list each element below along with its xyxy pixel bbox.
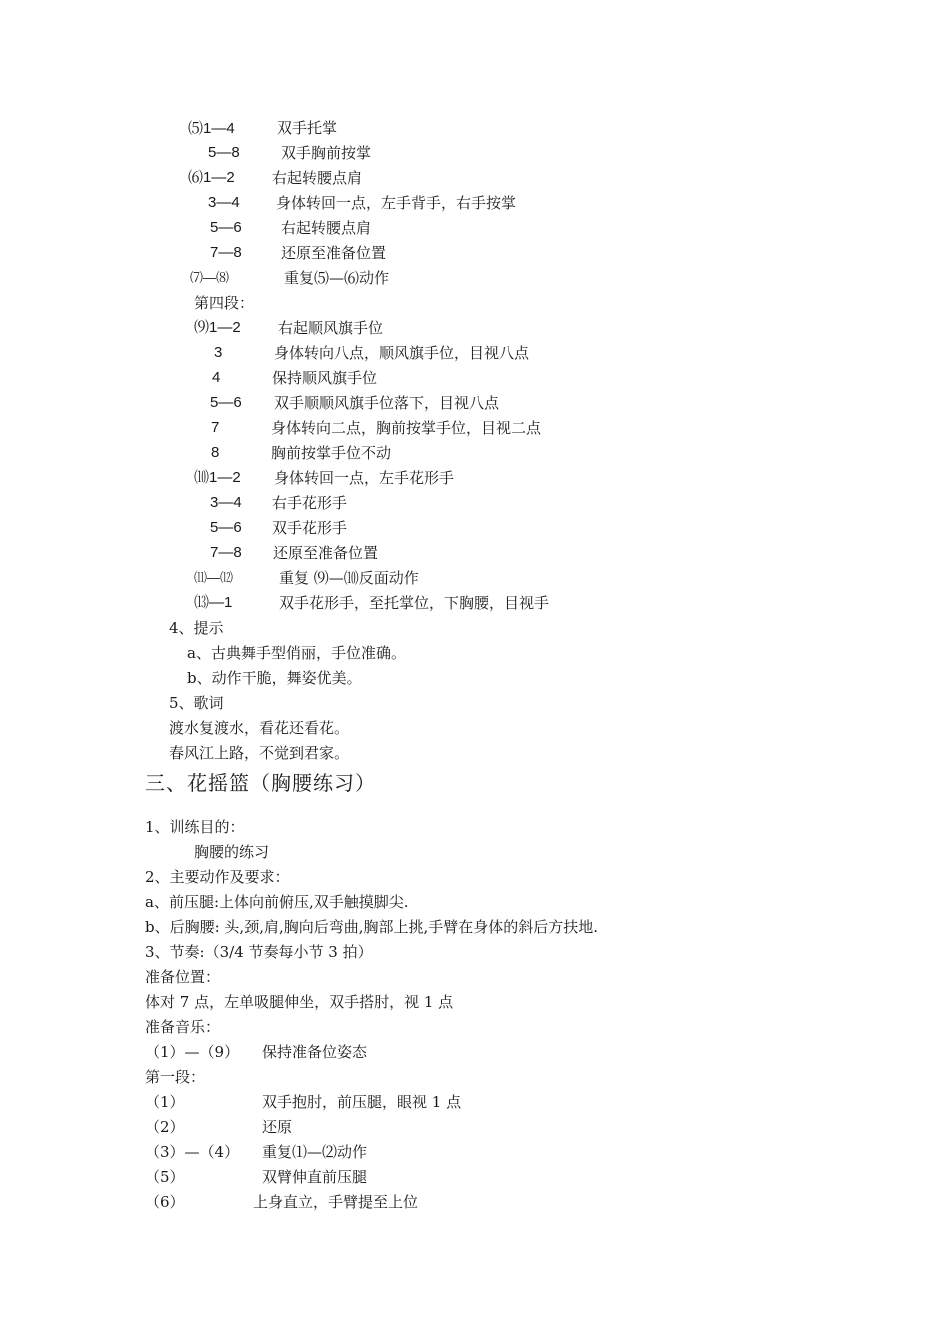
move-count: 7—8 — [210, 244, 242, 261]
move-action: 还原至准备位置 — [273, 544, 379, 562]
move-count: 5—8 — [208, 144, 240, 161]
lyrics-title: 5、歌词 — [169, 694, 224, 712]
move-action: 身体转向二点，胸前按掌手位，目视二点 — [271, 419, 542, 437]
ready-music-title: 准备音乐： — [145, 1018, 221, 1036]
move-action: 身体转向八点，顺风旗手位，目视八点 — [274, 344, 530, 362]
requirement-a: a、前压腿:上体向前俯压,双手触摸脚尖. — [145, 893, 409, 911]
move-count: 3—4 — [210, 494, 242, 511]
move-count: 5—6 — [210, 394, 242, 411]
move-count: 7—8 — [210, 544, 242, 561]
move-action: 还原至准备位置 — [281, 244, 387, 262]
ready-position-title: 准备位置： — [145, 968, 221, 986]
move-count: 8 — [211, 444, 220, 461]
move-action: 保持顺风旗手位 — [272, 369, 378, 387]
move-count: 7 — [211, 419, 220, 436]
purpose-text: 胸腰的练习 — [194, 843, 270, 861]
move-count: ⑸1—4 — [188, 120, 235, 137]
rhythm-text: 3、节奏:（3/4 节奏每小节 3 拍） — [145, 943, 373, 961]
move-count: （6） — [145, 1193, 185, 1211]
move-count: ⑺—⑻ — [190, 270, 230, 285]
move-count: 4 — [212, 369, 221, 386]
move-action: 重复⑴—⑵动作 — [262, 1143, 368, 1161]
lyrics-line: 春风江上路，不觉到君家。 — [169, 744, 350, 762]
move-action: 双手托掌 — [277, 119, 338, 137]
move-action: 上身直立，手臂提至上位 — [253, 1193, 419, 1211]
move-count: 3—4 — [208, 194, 240, 211]
move-action: 右起转腰点肩 — [281, 219, 372, 237]
move-action: 胸前按掌手位不动 — [271, 444, 392, 462]
move-action: 双手胸前按掌 — [281, 144, 372, 162]
move-action: 身体转回一点，左手花形手 — [274, 469, 455, 487]
segment-title: 第四段： — [194, 294, 255, 312]
move-count: 5—6 — [210, 219, 242, 236]
tip-item: a、古典舞手型俏丽，手位准确。 — [187, 644, 406, 662]
move-action: 重复⑸—⑹动作 — [284, 269, 390, 287]
move-count: （1）—（9） — [145, 1043, 240, 1061]
move-action: 右起转腰点肩 — [272, 169, 363, 187]
move-action: 右手花形手 — [272, 494, 348, 512]
segment-title: 第一段： — [145, 1068, 206, 1086]
requirement-b: b、后胸腰: 头,颈,肩,胸向后弯曲,胸部上挑,手臂在身体的斜后方扶地. — [145, 918, 599, 936]
move-count: 5—6 — [210, 519, 242, 536]
lyrics-line: 渡水复渡水，看花还看花。 — [169, 719, 350, 737]
move-action: 双臂伸直前压腿 — [262, 1168, 368, 1186]
move-count: 3 — [214, 344, 223, 361]
move-count: ⑽1—2 — [194, 469, 241, 486]
tips-title: 4、提示 — [169, 619, 224, 637]
move-action: 还原 — [262, 1118, 293, 1136]
move-action: 双手抱肘，前压腿，眼视 1 点 — [262, 1093, 462, 1111]
move-action: 身体转回一点，左手背手，右手按掌 — [276, 194, 517, 212]
move-count: ⑼1—2 — [194, 319, 241, 336]
move-count: （1） — [145, 1093, 185, 1111]
ready-position-text: 体对 7 点，左单吸腿伸坐，双手搭肘，视 1 点 — [145, 993, 454, 1011]
move-count: （2） — [145, 1118, 185, 1136]
move-action: 右起顺风旗手位 — [278, 319, 384, 337]
move-action: 双手顺顺风旗手位落下，目视八点 — [274, 394, 500, 412]
move-count: ⑹1—2 — [188, 169, 235, 186]
requirements-title: 2、主要动作及要求： — [145, 868, 290, 886]
move-count: （3）—（4） — [145, 1143, 240, 1161]
move-action: 重复 ⑼—⑽反面动作 — [279, 569, 419, 587]
move-count: ⑾—⑿ — [194, 570, 234, 585]
section-heading: 三、花摇篮（胸腰练习） — [145, 771, 376, 795]
tip-item: b、动作干脆，舞姿优美。 — [187, 669, 362, 687]
move-action: 双手花形手，至托掌位，下胸腰，目视手 — [279, 594, 550, 612]
move-count: （5） — [145, 1168, 185, 1186]
move-action: 保持准备位姿态 — [262, 1043, 368, 1061]
purpose-title: 1、训练目的： — [145, 818, 245, 836]
move-action: 双手花形手 — [272, 519, 348, 537]
move-count: ⒀—1 — [194, 594, 233, 611]
